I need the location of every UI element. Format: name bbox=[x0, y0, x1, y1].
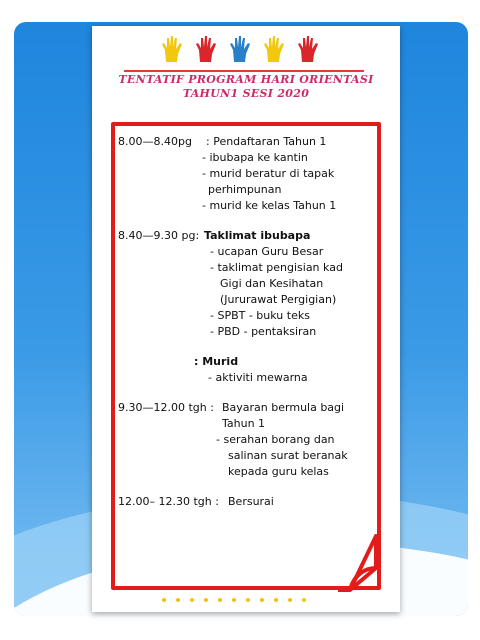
list-item: - aktiviti mewarna bbox=[208, 371, 308, 384]
list-item: - ibubapa ke kantin bbox=[202, 151, 308, 164]
decorative-dots bbox=[162, 598, 322, 606]
poster-title bbox=[92, 73, 400, 101]
list-item: perhimpunan bbox=[208, 183, 282, 196]
schedule-entry-4 bbox=[118, 400, 378, 416]
list-item: kepada guru kelas bbox=[228, 465, 329, 478]
hand-prints-logo bbox=[158, 32, 328, 68]
title-line-2: TAHUN1 SESI 2020 bbox=[182, 87, 310, 100]
entry-time: 8.00—8.40pg bbox=[118, 135, 192, 148]
hand-print-icon bbox=[158, 34, 188, 64]
list-item: (Jururawat Pergigian) bbox=[220, 293, 337, 306]
entry-heading: Bayaran bermula bagi bbox=[222, 401, 345, 414]
list-item: Tahun 1 bbox=[222, 417, 266, 430]
schedule-entry-1 bbox=[118, 134, 378, 150]
title-line-1: TENTATIF PROGRAM HARI ORIENTASI bbox=[118, 73, 374, 86]
list-item: Gigi dan Kesihatan bbox=[220, 277, 324, 290]
entry-heading: Taklimat ibubapa bbox=[204, 229, 311, 242]
hand-print-icon bbox=[192, 34, 222, 64]
entry-heading: Bersurai bbox=[228, 495, 274, 508]
schedule-entry-3 bbox=[118, 354, 378, 370]
entry-time: 9.30—12.00 tgh : bbox=[118, 401, 214, 414]
list-item: salinan surat beranak bbox=[228, 449, 348, 462]
hand-print-icon bbox=[260, 34, 290, 64]
schedule-entry-5 bbox=[118, 494, 378, 510]
schedule-entry-2 bbox=[118, 228, 378, 244]
list-item: - taklimat pengisian kad bbox=[210, 261, 343, 274]
title-rule bbox=[124, 70, 364, 72]
poster bbox=[92, 26, 400, 612]
list-item: - PBD - pentaksiran bbox=[210, 325, 317, 338]
list-item: - SPBT - buku teks bbox=[210, 309, 310, 322]
list-item: - murid ke kelas Tahun 1 bbox=[202, 199, 337, 212]
list-item: - serahan borang dan bbox=[216, 433, 335, 446]
entry-heading: : Pendaftaran Tahun 1 bbox=[206, 135, 327, 148]
entry-time: 8.40—9.30 pg: bbox=[118, 229, 200, 242]
list-item: - murid beratur di tapak bbox=[202, 167, 335, 180]
schedule-content bbox=[118, 134, 378, 510]
entry-heading: : Murid bbox=[194, 355, 239, 368]
hand-print-icon bbox=[294, 34, 324, 64]
hand-print-icon bbox=[226, 34, 256, 64]
page-curl-icon bbox=[336, 534, 384, 592]
entry-time: 12.00– 12.30 tgh : bbox=[118, 495, 219, 508]
list-item: - ucapan Guru Besar bbox=[210, 245, 324, 258]
